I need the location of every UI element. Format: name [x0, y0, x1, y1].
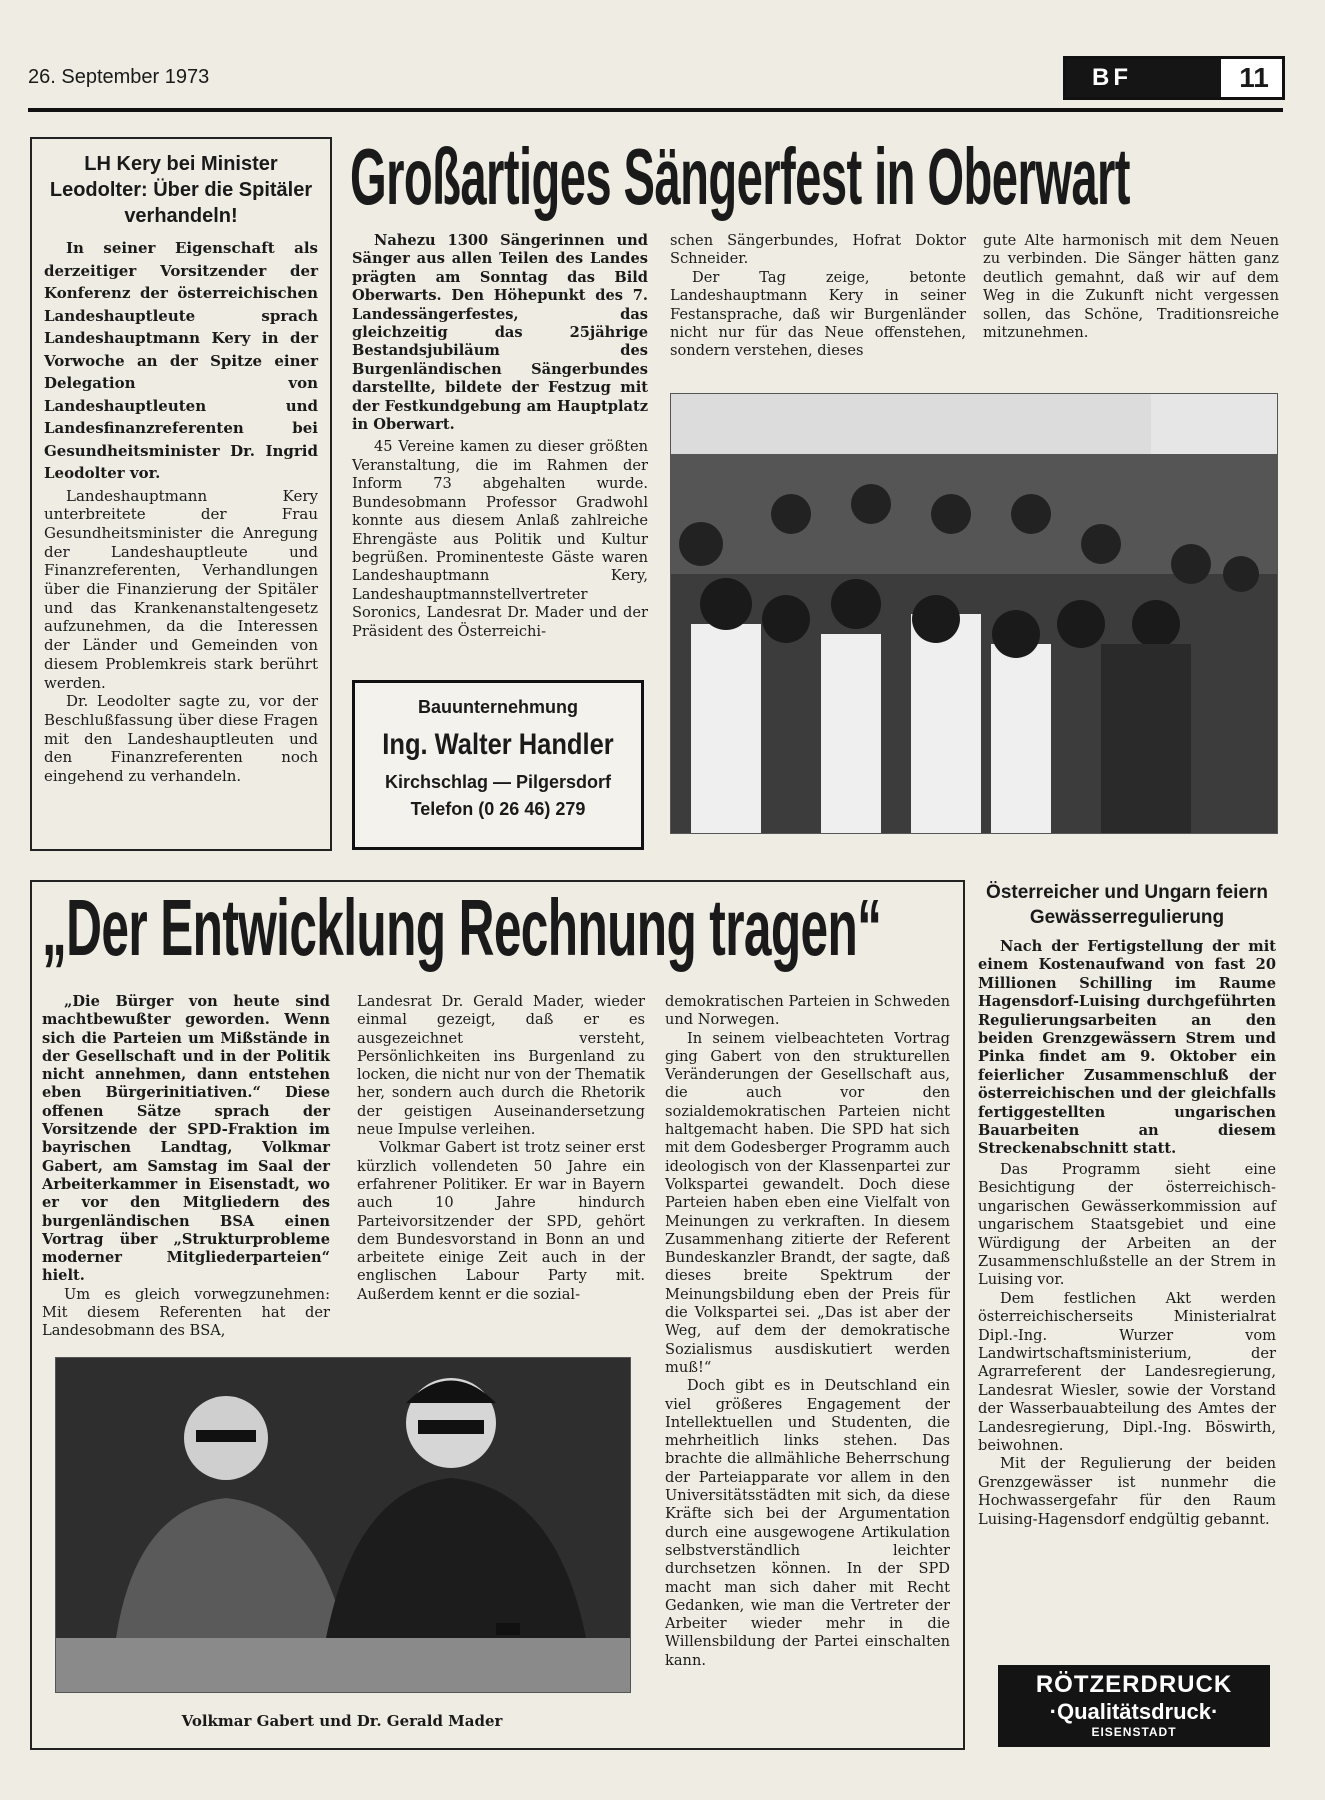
ad-handler-line1: Bauunternehmung [418, 697, 578, 717]
gabert-p1: Um es gleich vorwegzunehmen: Mit diesem Referenten hat der Landesobmann des BSA, [42, 1285, 330, 1340]
gabert-lead: „Die Bürger von heute sind machtbewußter geworden. Wenn sich die Parteien um Mißstände in der Gesellschaft und in der Politik nicht annehmen, dann entstehen eben Bürgerinitiativen.“ Diese offenen Sätze sprach der Vorsitzende der SPD-Fraktion im bayrischen Landtag, Volkmar Gabert, am Samstag im Saal der Arbeiterkammer in Eisenstadt, wo er vor den Mitgliedern des burgenländischen BSA einen Vortrag über „Strukturprobleme moderner Mitgliederparteien“ hielt. [42, 993, 330, 1285]
gabert-headline: „Der Entwicklung Rechnung tragen“ [42, 883, 882, 972]
saenger-p2: Der Tag zeige, betonte Landeshauptmann Kery in seiner Festansprache, daß wir Burgenländer nicht nur für das Neue offenstehen, sondern verstehen, dieses [670, 268, 966, 360]
saenger-col1 [352, 232, 648, 641]
ungarn-p2: Dem festlichen Akt werden österreichischerseits Ministerialrat Dipl.-Ing. Wurzer vom Landwirtschaftsministerium, der Agrarreferent der Landesregierung, Landesrat Wiesler, sowie der Vorstand der Wasserbauabteilung des Amtes der Landesregierung, Dipl.-Ing. Böswirth, beiwohnen. [978, 1289, 1276, 1454]
gabert-col1 [42, 993, 330, 1341]
saenger-col2 [670, 232, 966, 361]
ad-handler-line3: Kirchschlag — Pilgersdorf [384, 772, 612, 792]
gabert-col2 [357, 993, 645, 1304]
article-ungarn [978, 880, 1276, 1529]
ad-roetzer [998, 1665, 1270, 1747]
ad-handler-line4: Telefon (0 26 46) 279 [410, 799, 586, 819]
ad-handler [352, 680, 644, 850]
gabert-col2-p1: Landesrat Dr. Gerald Mader, wieder einmal gezeigt, daß er es ausgezeichnet versteht, Persönlichkeiten ins Burgenland zu locken, die nicht nur von der Thematik her, sondern auch durch die Rhetorik der geistigen Auseinandersetzung neue Impulse verleihen. [357, 993, 645, 1139]
ad-roetzer-line2: ·Qualitätsdruck· [1049, 1699, 1219, 1724]
gabert-col3-p2: Doch gibt es in Deutschland ein viel größeres Engagement der Intellektuellen und Studenten, die mehrheitlich links stehen. Das brachte die allmähliche Beherrschung der Parteiapparate vor allem in den Universitätsstädten mit sich, da diese Kräfte sich bei der Argumentation durch eine ausgewogene Artikulation selbstverständlich leichter durchsetzen können. In der SPD macht man sich daher mit Recht Gedanken, wie man die Vertreter der Arbeiter wieder mehr in die Willensbildung der Partei einschalten kann. [665, 1377, 950, 1669]
gabert-col3 [665, 993, 950, 1670]
saenger-headline: Großartiges Sängerfest in Oberwart [350, 132, 1130, 221]
choir-photo [670, 393, 1278, 834]
paper-code: BF [1066, 59, 1221, 97]
portrait-photo-graphic [56, 1358, 630, 1692]
kery-p1: Landeshauptmann Kery unterbreitete der Frau Gesundheitsminister die Anregung der Landeshauptleute und Finanzreferenten, Verhandlungen über die Finanzierung der Spitäler und das Krankenanstaltengesetz aufzunehmen, da die Interessen der Länder und Gemeinden von diesem Problemkreis stark berührt werden. [44, 486, 318, 692]
ungarn-p3: Mit der Regulierung der beiden Grenzgewässer ist nunmehr die Hochwassergefahr für den Raum Luising-Hagensdorf endgültig gebannt. [978, 1455, 1276, 1528]
issue-date: 26. September 1973 [28, 66, 210, 88]
kery-title: LH Kery bei Minister Leodolter: Über die Spitäler verhandeln! [49, 153, 313, 227]
header-rule [28, 108, 1283, 112]
portrait-caption: Volkmar Gabert und Dr. Gerald Mader [181, 1712, 503, 1730]
gabert-col3-p1: In seinem vielbeachteten Vortrag ging Gabert von den strukturellen Veränderungen der Gesellschaft aus, die auch vor den sozialdemokratischen Parteien nicht haltgemacht haben. Die SPD hat sich mit dem Godesberger Programm auch ideologisch von der Klassenpartei zur Volkspartei gewandelt. Doch diese Parteien haben eben eine Vielfalt von Meinungen zu verkraften. In diesem Zusammenhang zitierte der Referent Bundeskanzler Brandt, der sagte, daß dieses breite Spektrum der Meinungsbildung eben der Preis für die Volkspartei sei. „Das ist aber der Weg, auf dem der demokratische Sozialismus ausdiskutiert werden muß!“ [665, 1029, 950, 1376]
saenger-p1-cont: schen Sängerbundes, Hofrat Doktor Schneider. [670, 232, 966, 268]
saenger-col3 [983, 232, 1279, 342]
ad-roetzer-line1: RÖTZERDRUCK [1035, 1671, 1233, 1698]
ungarn-lead: Nach der Fertigstellung der mit einem Kostenaufwand von fast 20 Millionen Schilling im Raume Hagensdorf-Luising durchgeführten Regulierungsarbeiten an den beiden Grenzgewässern Strem und Pinka findet am 9. Oktober ein feierlicher Zusammenschluß der österreichischen und der gleichfalls fertiggestellten ungarischen Bauarbeiten an diesem Streckenabschnitt statt. [978, 938, 1276, 1158]
saenger-p2-cont: gute Alte harmonisch mit dem Neuen zu verbinden. Die Sänger hätten ganz deutlich gemahnt, daß wir auf dem Weg in die Zukunft nicht vergessen sollen, das Schöne, Traditionsreiche mitzunehmen. [983, 232, 1279, 342]
saenger-lead: Nahezu 1300 Sängerinnen und Sänger aus allen Teilen des Landes prägten am Sonntag das Bild Oberwarts. Den Höhepunkt des 7. Landessängerfestes, das gleichzeitig das 25jährige Bestandsjubiläum des Burgenländischen Sängerbundes darstellte, bildete der Festzug mit der Festkundgebung am Hauptplatz in Oberwart. [352, 232, 648, 434]
gabert-col2-p2: Volkmar Gabert ist trotz seiner erst kürzlich vollendeten 50 Jahre ein erfahrener Politiker. Er war in Bayern auch 10 Jahre hindurch Parteivorsitzender der SPD, gehört dem Bundesvorstand in Bonn an und arbeitete einige Zeit auch in der englischen Labour Party mit. Außerdem kennt er die sozial- [357, 1139, 645, 1303]
kery-lead: In seiner Eigenschaft als derzeitiger Vorsitzender der Konferenz der österreichischen Landeshauptleute sprach Landeshauptmann Kery in der Vorwoche an der Spitze einer Delegation von Landeshauptleuten und Landesfinanzreferenten bei Gesundheitsminister Dr. Ingrid Leodolter vor. [44, 239, 318, 482]
kery-p2: Dr. Leodolter sagte zu, vor der Beschlußfassung über diese Fragen mit den Landeshauptleuten und den Finanzreferenten noch eingehend zu verhandeln. [44, 692, 318, 786]
portrait-photo [55, 1357, 631, 1693]
page-marker [1063, 56, 1285, 100]
page-number: 11 [1239, 62, 1269, 93]
choir-photo-graphic [671, 394, 1277, 833]
ungarn-title: Österreicher und Ungarn feiern Gewässerregulierung [986, 882, 1268, 928]
article-kery [30, 137, 332, 851]
ungarn-p1: Das Programm sieht eine Besichtigung der österreichisch-ungarischen Gewässerkommission auf ungarischem Staatsgebiet und eine Würdigung der Arbeiten an der Zusammenschlußstelle an der Strem in Luising vor. [978, 1160, 1276, 1289]
gabert-col3-p0: demokratischen Parteien in Schweden und Norwegen. [665, 993, 950, 1029]
saenger-p1: 45 Vereine kamen zu dieser größten Veranstaltung, die im Rahmen der Inform 73 abgehalten wurde. Bundesobmann Professor Gradwohl konnte aus diesem Anlaß zahlreiche Ehrengäste aus Politik und Kultur begrüßen. Prominenteste Gäste waren Landeshauptmann Kery, Landeshauptmannstellvertreter Soronics, Landesrat Dr. Mader und der Präsident des Österreichi- [352, 438, 648, 640]
ad-roetzer-line3: EISENSTADT [1091, 1725, 1177, 1739]
ad-handler-line2: Ing. Walter Handler [382, 728, 614, 761]
